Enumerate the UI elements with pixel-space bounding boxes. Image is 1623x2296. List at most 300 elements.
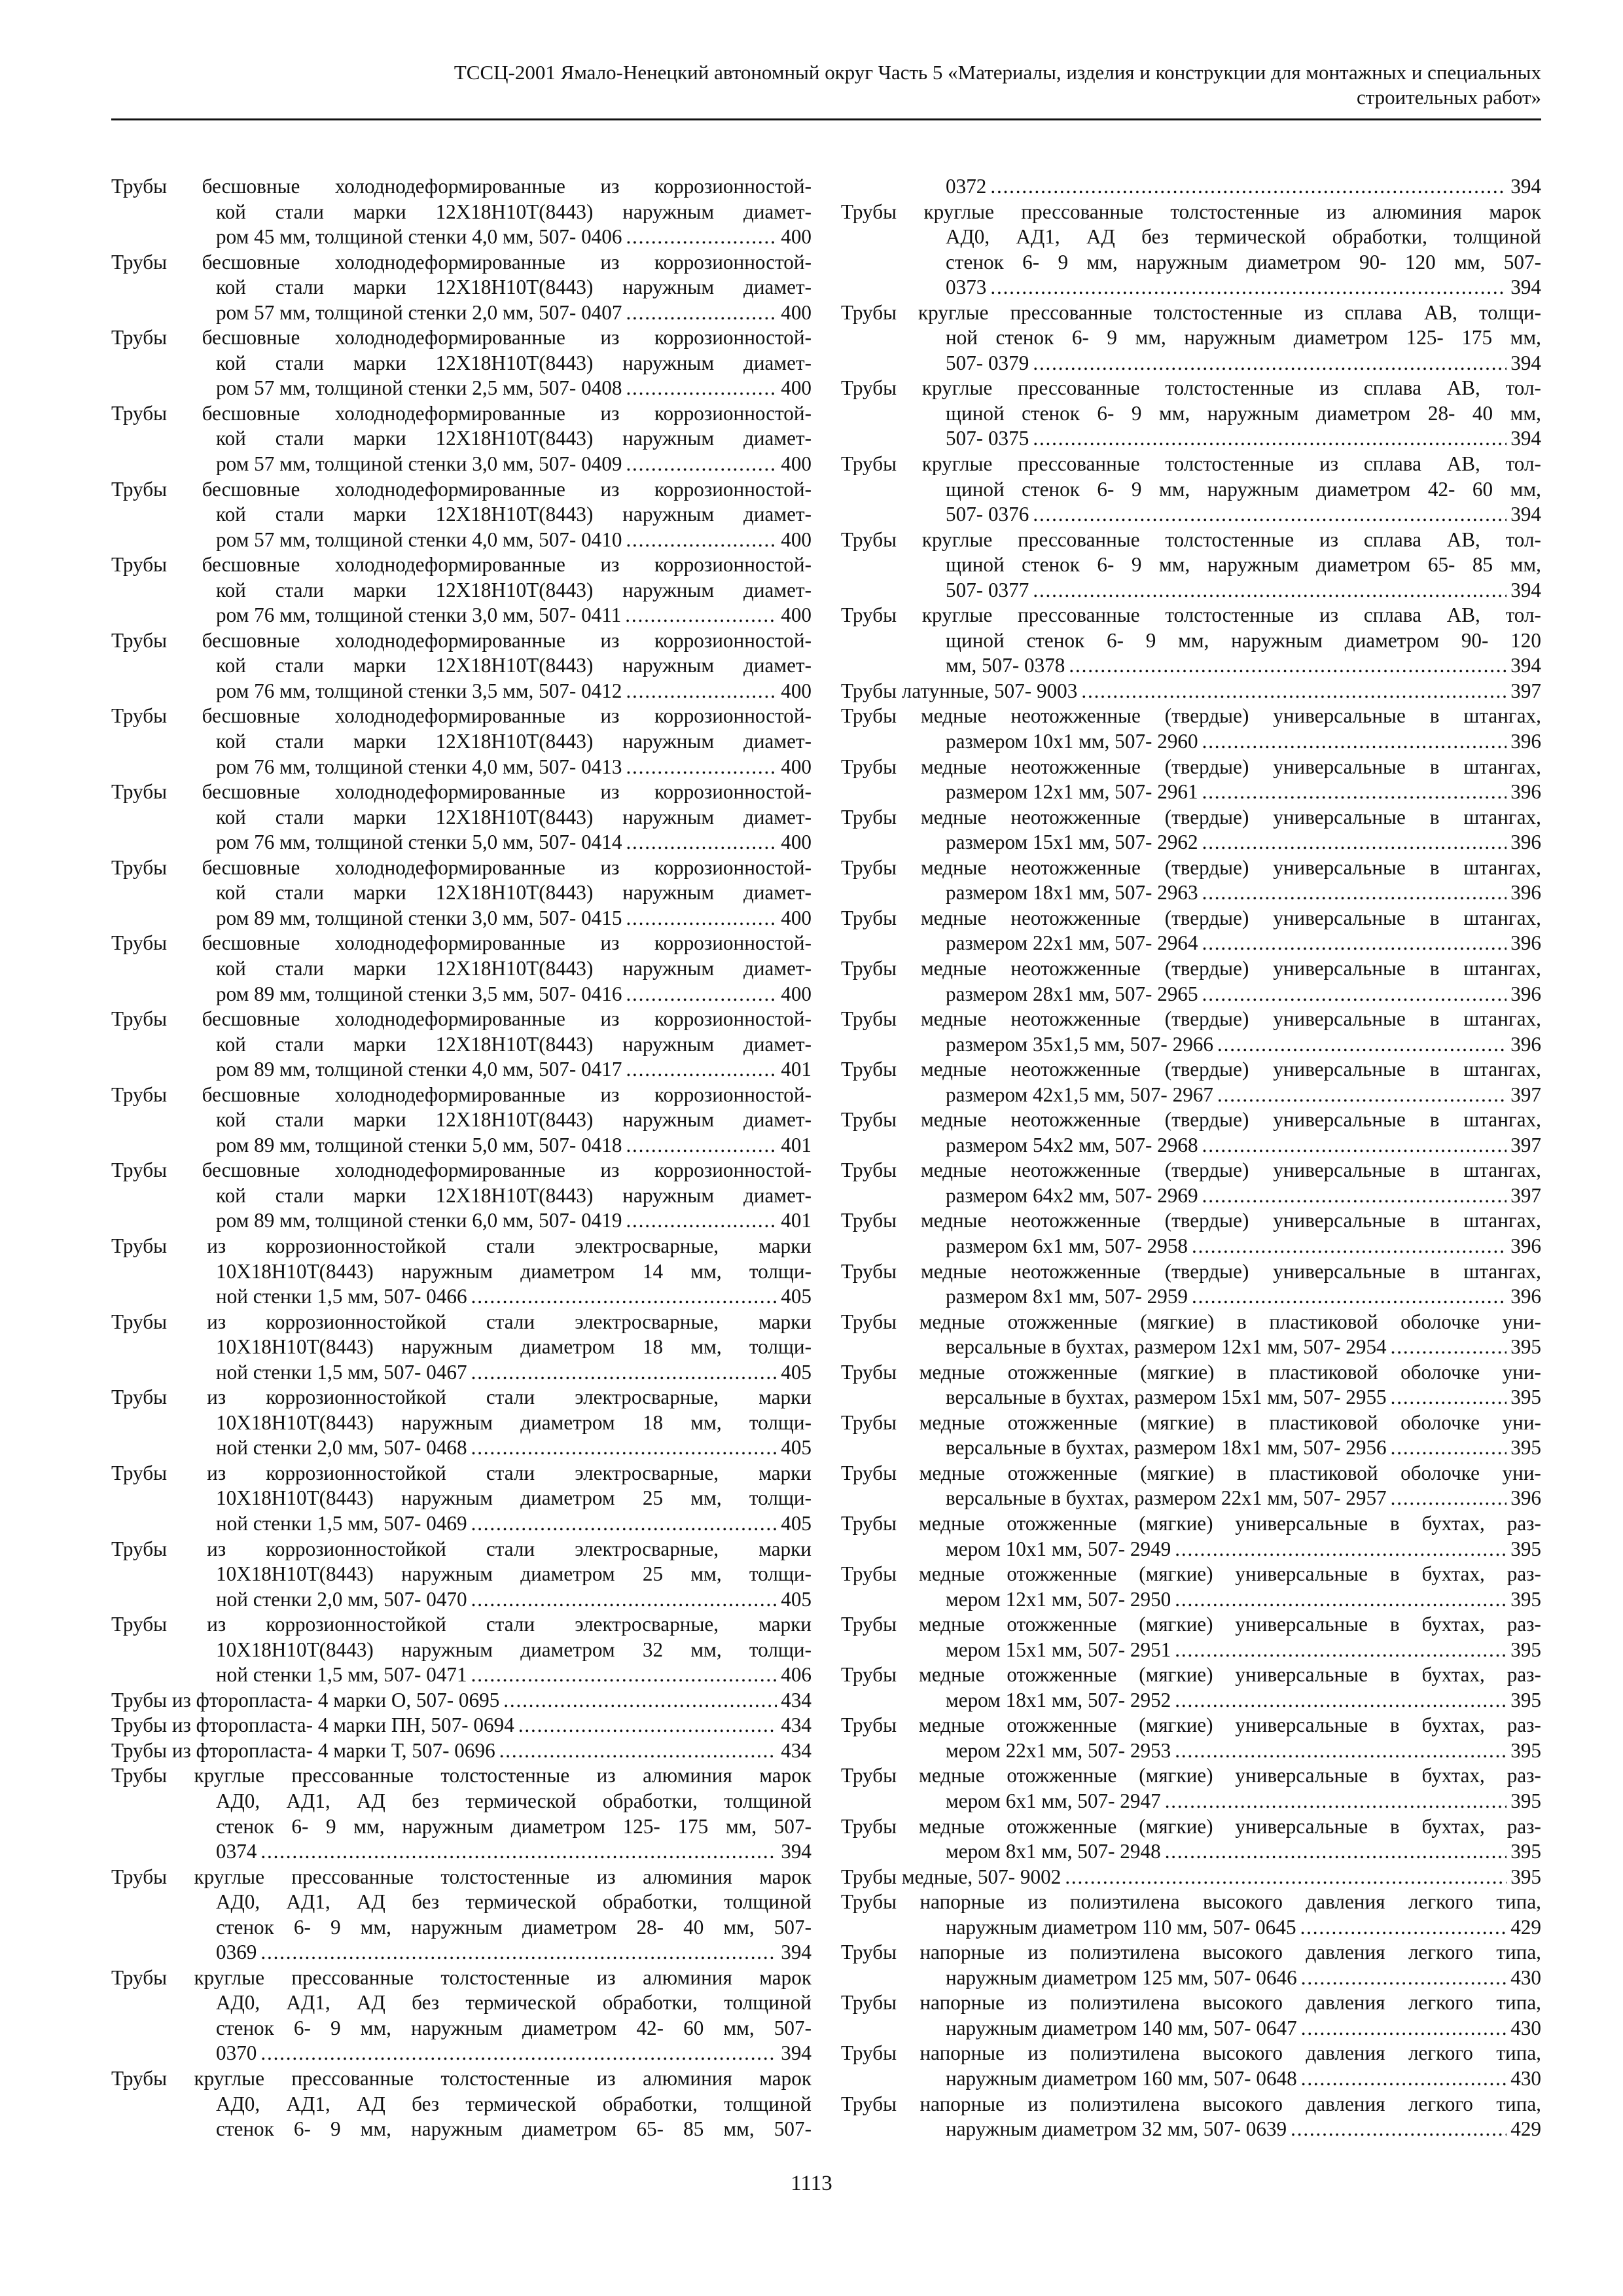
index-entry — [111, 628, 812, 704]
index-entry-line: Трубы круглые прессованные толстостенные из алюминия марок — [111, 1764, 812, 1787]
dot-leader — [1301, 2016, 1507, 2041]
index-entry-line: Трубы напорные из полиэтилена высокого давления легкого типа, — [841, 2041, 1541, 2065]
index-entry-page: 401 — [781, 1133, 812, 1157]
dot-leader — [1033, 426, 1507, 452]
index-entry-text: размером 64х2 мм, 507- 2969 — [946, 1183, 1202, 1209]
index-entry-line: 10Х18Н10Т(8443) наружным диаметром 25 мм, толщи- — [216, 1486, 812, 1510]
dot-leader — [626, 830, 777, 855]
index-entry — [111, 1965, 812, 2066]
index-entry-text: Трубы из фторопласта- 4 марки О, 507- 0695 — [111, 1688, 503, 1713]
index-entry-text: наружным диаметром 160 мм, 507- 0648 — [946, 2066, 1301, 2092]
index-entry-text: наружным диаметром 125 мм, 507- 0646 — [946, 1965, 1301, 1991]
index-entry-text: ром 89 мм, толщиной стенки 5,0 мм, 507- 0418 — [216, 1133, 626, 1158]
index-entry-last-line — [841, 426, 1541, 452]
index-entry-text: ром 76 мм, толщиной стенки 3,5 мм, 507- 0412 — [216, 679, 626, 704]
index-entry-text: мером 12х1 мм, 507- 2950 — [946, 1587, 1175, 1613]
index-entry-line: Трубы бесшовные холоднодеформированные из коррозионностой- — [111, 477, 812, 501]
index-entry-line: Трубы из коррозионностойкой стали электросварные, марки — [111, 1310, 812, 1333]
index-entry-page: 396 — [1510, 780, 1541, 804]
index-entry-page: 406 — [781, 1663, 812, 1687]
index-entry — [111, 704, 812, 780]
index-entry — [841, 2092, 1541, 2142]
index-entry — [111, 855, 812, 931]
index-entry-last-line — [841, 1083, 1541, 1108]
index-entry-line: кой стали марки 12Х18Н10Т(8443) наружным диамет- — [216, 805, 812, 829]
dot-leader — [1165, 1839, 1507, 1865]
dot-leader — [1202, 830, 1507, 855]
index-entry — [841, 679, 1541, 704]
index-entry-last-line — [111, 1688, 812, 1713]
index-entry-line: Трубы медные отожженные (мягкие) в пластиковой оболочке уни- — [841, 1360, 1541, 1384]
index-entry — [841, 1208, 1541, 1259]
index-entry — [841, 1107, 1541, 1158]
index-entry — [841, 174, 1541, 200]
index-entry-line: 10Х18Н10Т(8443) наружным диаметром 14 мм, толщи- — [216, 1259, 812, 1283]
index-entry-page: 394 — [1510, 175, 1541, 198]
index-column-left — [111, 174, 812, 2142]
index-entry-page: 405 — [781, 1511, 812, 1535]
index-entry-line: Трубы медные неотожженные (твердые) универсальные в штангах, — [841, 1058, 1541, 1081]
index-entry — [841, 2041, 1541, 2091]
dot-leader — [1301, 2066, 1507, 2092]
index-entry-last-line — [111, 1738, 812, 1764]
index-entry-line: стенок 6- 9 мм, наружным диаметром 90- 120 мм, 507- — [946, 250, 1541, 274]
index-entry-last-line — [841, 880, 1541, 906]
dot-leader — [626, 300, 777, 326]
index-entry-line: кой стали марки 12Х18Н10Т(8443) наружным диамет- — [216, 1108, 812, 1132]
index-entry-page: 430 — [1510, 2016, 1541, 2039]
index-entry-text: размером 35х1,5 мм, 507- 2966 — [946, 1032, 1217, 1058]
index-entry — [111, 931, 812, 1007]
dot-leader — [626, 224, 777, 250]
index-entry-page: 395 — [1510, 1436, 1541, 1460]
index-entry-last-line — [111, 300, 812, 326]
index-entry — [111, 552, 812, 628]
dot-leader — [990, 275, 1507, 300]
index-entry-last-line — [841, 578, 1541, 603]
index-entry-page: 400 — [781, 831, 812, 854]
index-entry-text: мм, 507- 0378 — [946, 653, 1069, 679]
index-entry-page: 400 — [781, 376, 812, 400]
index-entry-text: размером 12х1 мм, 507- 2961 — [946, 780, 1202, 805]
index-entry-page: 430 — [1510, 2067, 1541, 2090]
index-entry-line: 10Х18Н10Т(8443) наружным диаметром 25 мм, толщи- — [216, 1562, 812, 1586]
index-entry-line: Трубы медные неотожженные (твердые) универсальные в штангах, — [841, 1259, 1541, 1283]
index-entry-last-line — [111, 1057, 812, 1083]
running-header-line-2: строительных работ» — [1356, 86, 1541, 109]
running-header-line-1: ТССЦ-2001 Ямало-Ненецкий автономный округ Часть 5 «Материалы, изделия и конструкции для монтажных и специальных — [454, 61, 1541, 84]
index-entry-page: 429 — [1510, 1915, 1541, 1939]
dot-leader — [626, 1133, 777, 1158]
dot-leader — [990, 174, 1507, 200]
index-entry — [111, 1738, 812, 1764]
index-entry-line: Трубы бесшовные холоднодеформированные из коррозионностой- — [111, 1007, 812, 1031]
index-entry-last-line — [111, 1662, 812, 1688]
index-entry-line: Трубы медные отожженные (мягкие) универсальные в бухтах, раз- — [841, 1663, 1541, 1687]
index-entry-line: кой стали марки 12Х18Н10Т(8443) наружным диамет- — [216, 1183, 812, 1207]
dot-leader — [471, 1435, 777, 1461]
index-entry-text: 0369 — [216, 1940, 260, 1965]
index-entry-line: Трубы медные отожженные (мягкие) в пластиковой оболочке уни- — [841, 1410, 1541, 1434]
dot-leader — [1291, 2117, 1507, 2142]
dot-leader — [1217, 1083, 1507, 1108]
dot-leader — [626, 1057, 777, 1083]
index-entry-last-line — [841, 1486, 1541, 1511]
index-entry-text: 507- 0376 — [946, 502, 1033, 528]
index-entry — [841, 906, 1541, 956]
index-entry-page: 397 — [1510, 1133, 1541, 1157]
index-entry-text: мером 6х1 мм, 507- 2947 — [946, 1789, 1165, 1814]
index-entry-line: стенок 6- 9 мм, наружным диаметром 125- 175 мм, 507- — [216, 1814, 812, 1838]
index-entry-last-line — [841, 1435, 1541, 1461]
index-entry-text: ной стенки 1,5 мм, 507- 0467 — [216, 1360, 471, 1386]
index-entry-text: размером 28х1 мм, 507- 2965 — [946, 982, 1202, 1007]
index-entry-page: 397 — [1510, 1083, 1541, 1106]
index-entry-line: кой стали марки 12Х18Н10Т(8443) наружным диамет- — [216, 578, 812, 601]
index-entry-line: Трубы медные неотожженные (твердые) универсальные в штангах, — [841, 1209, 1541, 1232]
index-entry-line: Трубы напорные из полиэтилена высокого давления легкого типа, — [841, 2092, 1541, 2115]
dot-leader — [626, 528, 777, 553]
index-entry — [111, 1385, 812, 1461]
index-entry-page: 395 — [1510, 1789, 1541, 1812]
index-entry-text: версальные в бухтах, размером 15х1 мм, 507- 2955 — [946, 1385, 1391, 1410]
index-entry-page: 400 — [781, 755, 812, 778]
index-entry — [111, 401, 812, 477]
index-entry — [841, 528, 1541, 603]
index-entry-text: размером 6х1 мм, 507- 2958 — [946, 1234, 1192, 1259]
index-entry-last-line — [841, 1537, 1541, 1562]
index-entry-line: кой стали марки 12Х18Н10Т(8443) наружным диамет- — [216, 351, 812, 374]
index-entry-page: 396 — [1510, 982, 1541, 1005]
dot-leader — [1202, 1183, 1507, 1209]
dot-leader — [1202, 982, 1507, 1007]
index-entry-page: 395 — [1510, 1638, 1541, 1661]
index-entry-text: размером 15х1 мм, 507- 2962 — [946, 830, 1202, 855]
index-entry-text: размером 18х1 мм, 507- 2963 — [946, 880, 1202, 906]
index-entry — [841, 1360, 1541, 1410]
index-entry-page: 394 — [1510, 578, 1541, 601]
index-entry — [111, 1688, 812, 1713]
index-entry — [841, 956, 1541, 1007]
index-entry-line: кой стали марки 12Х18Н10Т(8443) наружным диамет- — [216, 427, 812, 450]
index-entry-text: ной стенки 1,5 мм, 507- 0469 — [216, 1511, 471, 1537]
index-entry-text: ром 89 мм, толщиной стенки 3,0 мм, 507- 0415 — [216, 906, 626, 931]
index-entry-line: кой стали марки 12Х18Н10Т(8443) наружным диамет- — [216, 730, 812, 753]
index-entry-last-line — [111, 755, 812, 780]
dot-leader — [1391, 1335, 1507, 1360]
index-entry-text: 0372 — [946, 174, 990, 200]
index-entry-page: 394 — [1510, 503, 1541, 526]
index-entry-page: 434 — [781, 1688, 812, 1712]
dot-leader — [503, 1688, 777, 1713]
index-entry-page: 400 — [781, 528, 812, 551]
index-entry-line: Трубы из коррозионностойкой стали электросварные, марки — [111, 1234, 812, 1257]
dot-leader — [1081, 679, 1507, 704]
dot-leader — [1033, 351, 1507, 376]
index-entry-text: наружным диаметром 32 мм, 507- 0639 — [946, 2117, 1291, 2142]
index-entry-page: 401 — [781, 1209, 812, 1232]
index-entry-line: Трубы медные неотожженные (твердые) универсальные в штангах, — [841, 704, 1541, 728]
index-entry — [841, 1990, 1541, 2041]
index-entry-line: Трубы медные отожженные (мягкие) универсальные в бухтах, раз- — [841, 1814, 1541, 1838]
index-entry — [841, 1259, 1541, 1310]
index-entry-page: 400 — [781, 225, 812, 249]
index-entry-page: 394 — [1510, 351, 1541, 374]
index-entry-text: Трубы из фторопласта- 4 марки Т, 507- 0696 — [111, 1738, 499, 1764]
index-entry-last-line — [841, 2117, 1541, 2142]
index-entry — [841, 1310, 1541, 1360]
index-entry-page: 395 — [1510, 1738, 1541, 1762]
index-entry-page: 429 — [1510, 2117, 1541, 2141]
index-entry-last-line — [111, 224, 812, 250]
index-entry-page: 396 — [1510, 1285, 1541, 1308]
index-entry-text: мером 8х1 мм, 507- 2948 — [946, 1839, 1165, 1865]
index-entry-line: Трубы круглые прессованные толстостенные из сплава АВ, тол- — [841, 452, 1541, 476]
index-entry-page: 396 — [1510, 881, 1541, 905]
index-entry-last-line — [111, 376, 812, 401]
index-entry-last-line — [111, 1360, 812, 1386]
index-entry-line: Трубы бесшовные холоднодеформированные из коррозионностой- — [111, 1158, 812, 1182]
index-entry-last-line — [841, 174, 1541, 200]
index-entry-page: 396 — [1510, 1032, 1541, 1056]
index-entry — [841, 1662, 1541, 1713]
index-entry-page: 400 — [781, 300, 812, 324]
index-entry-line: АД0, АД1, АД без термической обработки, толщиной — [216, 2092, 812, 2115]
index-entry-line: Трубы напорные из полиэтилена высокого давления легкого типа, — [841, 1890, 1541, 1914]
index-entry-text: ной стенки 2,0 мм, 507- 0468 — [216, 1435, 471, 1461]
index-entry-page: 396 — [1510, 730, 1541, 753]
index-entry-page: 394 — [781, 1941, 812, 1964]
index-entry-page: 397 — [1510, 679, 1541, 702]
index-entry — [111, 1713, 812, 1738]
index-entry-last-line — [841, 982, 1541, 1007]
index-entry-line: 10Х18Н10Т(8443) наружным диаметром 18 мм, толщи- — [216, 1410, 812, 1434]
index-entry-page: 394 — [781, 2041, 812, 2065]
dot-leader — [1033, 502, 1507, 528]
index-entry-text: размером 54х2 мм, 507- 2968 — [946, 1133, 1202, 1158]
index-entry-line: АД0, АД1, АД без термической обработки, толщиной — [946, 225, 1541, 249]
index-entry-text: ром 89 мм, толщиной стенки 3,5 мм, 507- 0416 — [216, 982, 626, 1007]
index-entry-line: щиной стенок 6- 9 мм, наружным диаметром 65- 85 мм, — [946, 553, 1541, 577]
index-entry-last-line — [841, 830, 1541, 855]
dot-leader — [1202, 780, 1507, 805]
index-entry-text: мером 22х1 мм, 507- 2953 — [946, 1738, 1175, 1764]
index-entry-last-line — [841, 1183, 1541, 1209]
index-entry — [841, 1814, 1541, 1865]
dot-leader — [1069, 653, 1507, 679]
index-entry-line: кой стали марки 12Х18Н10Т(8443) наружным диамет- — [216, 200, 812, 223]
index-entry-last-line — [111, 679, 812, 704]
index-entry-text: ром 57 мм, толщиной стенки 2,5 мм, 507- 0408 — [216, 376, 626, 401]
dot-leader — [1192, 1284, 1507, 1310]
dot-leader — [1192, 1234, 1507, 1259]
index-entry-line: щиной стенок 6- 9 мм, наружным диаметром 42- 60 мм, — [946, 477, 1541, 501]
index-entry-line: Трубы медные неотожженные (твердые) универсальные в штангах, — [841, 1158, 1541, 1182]
index-entry-last-line — [841, 780, 1541, 805]
index-entry-page: 405 — [781, 1587, 812, 1611]
index-entry-line: Трубы медные отожженные (мягкие) универсальные в бухтах, раз- — [841, 1511, 1541, 1535]
dot-leader — [471, 1511, 777, 1537]
index-entry-last-line — [111, 1713, 812, 1738]
index-entry-line: Трубы круглые прессованные толстостенные из алюминия марок — [111, 1865, 812, 1888]
page-number: 1113 — [791, 2172, 832, 2195]
index-entry — [841, 1940, 1541, 1990]
index-entry-text: версальные в бухтах, размером 22х1 мм, 507- 2957 — [946, 1486, 1391, 1511]
index-entry-line: Трубы медные неотожженные (твердые) универсальные в штангах, — [841, 805, 1541, 829]
running-header — [111, 60, 1541, 110]
index-entry-line: Трубы медные отожженные (мягкие) универсальные в бухтах, раз- — [841, 1562, 1541, 1586]
index-entry-last-line — [841, 2016, 1541, 2041]
index-entry-line: кой стали марки 12Х18Н10Т(8443) наружным диамет- — [216, 956, 812, 980]
index-entry — [111, 1310, 812, 1386]
index-entry — [841, 1511, 1541, 1562]
dot-leader — [471, 1284, 777, 1310]
index-entry-text: ром 89 мм, толщиной стенки 4,0 мм, 507- 0417 — [216, 1057, 626, 1083]
index-entry-line: кой стали марки 12Х18Н10Т(8443) наружным диамет- — [216, 503, 812, 526]
index-entry — [841, 1158, 1541, 1208]
index-entry-text: размером 42х1,5 мм, 507- 2967 — [946, 1083, 1217, 1108]
index-entry-text: размером 8х1 мм, 507- 2959 — [946, 1284, 1192, 1310]
index-entry-last-line — [841, 275, 1541, 300]
index-entry-page: 400 — [781, 603, 812, 627]
index-entry — [111, 1083, 812, 1158]
index-entry — [841, 855, 1541, 906]
index-entry-line: Трубы круглые прессованные толстостенные из алюминия марок — [841, 200, 1541, 223]
index-entry-line: Трубы медные отожженные (мягкие) в пластиковой оболочке уни- — [841, 1310, 1541, 1333]
index-entry-line: Трубы круглые прессованные толстостенные из сплава АВ, толщи- — [841, 300, 1541, 324]
index-entry-line: Трубы бесшовные холоднодеформированные из коррозионностой- — [111, 401, 812, 425]
dot-leader — [1391, 1385, 1507, 1410]
index-entry-line: Трубы медные отожженные (мягкие) универсальные в бухтах, раз- — [841, 1613, 1541, 1636]
index-entry — [111, 780, 812, 855]
index-entry-page: 395 — [1510, 1688, 1541, 1712]
index-entry-last-line — [841, 1335, 1541, 1360]
index-entry-line: Трубы бесшовные холоднодеформированные из коррозионностой- — [111, 250, 812, 274]
index-entry — [841, 704, 1541, 754]
index-entry-line: АД0, АД1, АД без термической обработки, толщиной — [216, 1991, 812, 2015]
index-entry-last-line — [841, 1965, 1541, 1991]
index-entry-page: 405 — [781, 1360, 812, 1384]
index-entry-line: Трубы бесшовные холоднодеформированные из коррозионностой- — [111, 1083, 812, 1106]
index-entry-last-line — [841, 1284, 1541, 1310]
dot-leader — [1175, 1738, 1507, 1764]
index-entry-line: Трубы медные неотожженные (твердые) универсальные в штангах, — [841, 956, 1541, 980]
index-entry-page: 394 — [781, 1840, 812, 1863]
index-entry-page: 395 — [1510, 1386, 1541, 1409]
dot-leader — [1202, 729, 1507, 755]
index-entry-line: ной стенок 6- 9 мм, наружным диаметром 125- 175 мм, — [946, 326, 1541, 350]
index-entry — [111, 250, 812, 326]
index-entry-text: размером 22х1 мм, 507- 2964 — [946, 931, 1202, 956]
index-entry-text: наружным диаметром 110 мм, 507- 0645 — [946, 1915, 1300, 1941]
index-entry-last-line — [841, 1133, 1541, 1158]
dot-leader — [1202, 931, 1507, 956]
index-entry-line: Трубы бесшовные холоднодеформированные из коррозионностой- — [111, 175, 812, 198]
dot-leader — [626, 982, 777, 1007]
index-entry-line: 10Х18Н10Т(8443) наружным диаметром 18 мм, толщи- — [216, 1335, 812, 1359]
index-entry-last-line — [111, 1133, 812, 1158]
index-entry-last-line — [841, 653, 1541, 679]
index-entry — [841, 1057, 1541, 1107]
index-entry — [111, 477, 812, 553]
index-entry-line: стенок 6- 9 мм, наружным диаметром 28- 40 мм, 507- — [216, 1915, 812, 1939]
index-entry-last-line — [841, 1638, 1541, 1663]
index-entry-text: мером 18х1 мм, 507- 2952 — [946, 1688, 1175, 1713]
index-entry-page: 395 — [1510, 1537, 1541, 1560]
index-entry-line: Трубы бесшовные холоднодеформированные из коррозионностой- — [111, 553, 812, 577]
index-entry — [111, 1612, 812, 1688]
index-entry-text: ром 57 мм, толщиной стенки 4,0 мм, 507- 0410 — [216, 528, 626, 553]
dot-leader — [260, 2041, 777, 2066]
index-entry-line: стенок 6- 9 мм, наружным диаметром 65- 85 мм, 507- — [216, 2117, 812, 2141]
index-entry-text: ной стенки 1,5 мм, 507- 0466 — [216, 1284, 471, 1310]
dot-leader — [626, 376, 777, 401]
index-entry — [841, 1713, 1541, 1763]
index-entry-text: мером 10х1 мм, 507- 2949 — [946, 1537, 1175, 1562]
index-entry — [841, 200, 1541, 300]
index-entry-line: кой стали марки 12Х18Н10Т(8443) наружным диамет- — [216, 276, 812, 299]
dot-leader — [626, 452, 777, 477]
index-entry-last-line — [111, 2041, 812, 2066]
index-entry-page: 401 — [781, 1058, 812, 1081]
index-entry — [111, 174, 812, 250]
index-entry-last-line — [841, 1789, 1541, 1814]
index-entry-text: 507- 0377 — [946, 578, 1033, 603]
index-entry-last-line — [111, 1208, 812, 1234]
index-entry-page: 405 — [781, 1285, 812, 1308]
index-entry-page: 395 — [1510, 1335, 1541, 1359]
index-entry-last-line — [841, 1385, 1541, 1410]
index-entry-last-line — [111, 1284, 812, 1310]
index-entry — [111, 2066, 812, 2142]
index-entry-last-line — [841, 1032, 1541, 1058]
index-entry-line: Трубы круглые прессованные толстостенные из сплава АВ, тол- — [841, 528, 1541, 551]
index-entry-last-line — [111, 528, 812, 553]
index-entry-last-line — [841, 1865, 1541, 1890]
dot-leader — [471, 1662, 777, 1688]
index-entry-page: 396 — [1510, 931, 1541, 955]
index-entry-last-line — [111, 1587, 812, 1613]
index-entry — [111, 1865, 812, 1965]
index-entry-page: 396 — [1510, 831, 1541, 854]
index-entry-last-line — [111, 1511, 812, 1537]
index-entry-text: Трубы из фторопласта- 4 марки ПН, 507- 0694 — [111, 1713, 518, 1738]
index-entry-page: 395 — [1510, 1865, 1541, 1888]
index-entry — [111, 1461, 812, 1537]
dot-leader — [1391, 1486, 1507, 1511]
index-entry-line: щиной стенок 6- 9 мм, наружным диаметром 90- 120 — [946, 628, 1541, 652]
index-entry-page: 400 — [781, 679, 812, 702]
index-entry-page: 394 — [1510, 427, 1541, 450]
index-entry-text: ром 57 мм, толщиной стенки 2,0 мм, 507- 0407 — [216, 300, 626, 326]
index-entry-text: размером 10х1 мм, 507- 2960 — [946, 729, 1202, 755]
index-entry — [111, 1537, 812, 1613]
index-entry-last-line — [841, 1587, 1541, 1613]
index-entry-last-line — [111, 830, 812, 855]
index-entry — [841, 1410, 1541, 1461]
index-entry-text: версальные в бухтах, размером 18х1 мм, 507- 2956 — [946, 1435, 1391, 1461]
index-entry-page: 434 — [781, 1713, 812, 1737]
index-entry-line: Трубы бесшовные холоднодеформированные из коррозионностой- — [111, 704, 812, 728]
index-entry-line: Трубы круглые прессованные толстостенные из алюминия марок — [111, 1965, 812, 1989]
index-entry — [111, 325, 812, 401]
index-entry-line: Трубы напорные из полиэтилена высокого давления легкого типа, — [841, 1941, 1541, 1964]
header-rule — [111, 118, 1541, 120]
index-entry-text: ной стенки 2,0 мм, 507- 0470 — [216, 1587, 471, 1613]
index-entry — [841, 1007, 1541, 1057]
index-entry-last-line — [111, 982, 812, 1007]
index-entry-line: Трубы из коррозионностойкой стали электросварные, марки — [111, 1461, 812, 1484]
